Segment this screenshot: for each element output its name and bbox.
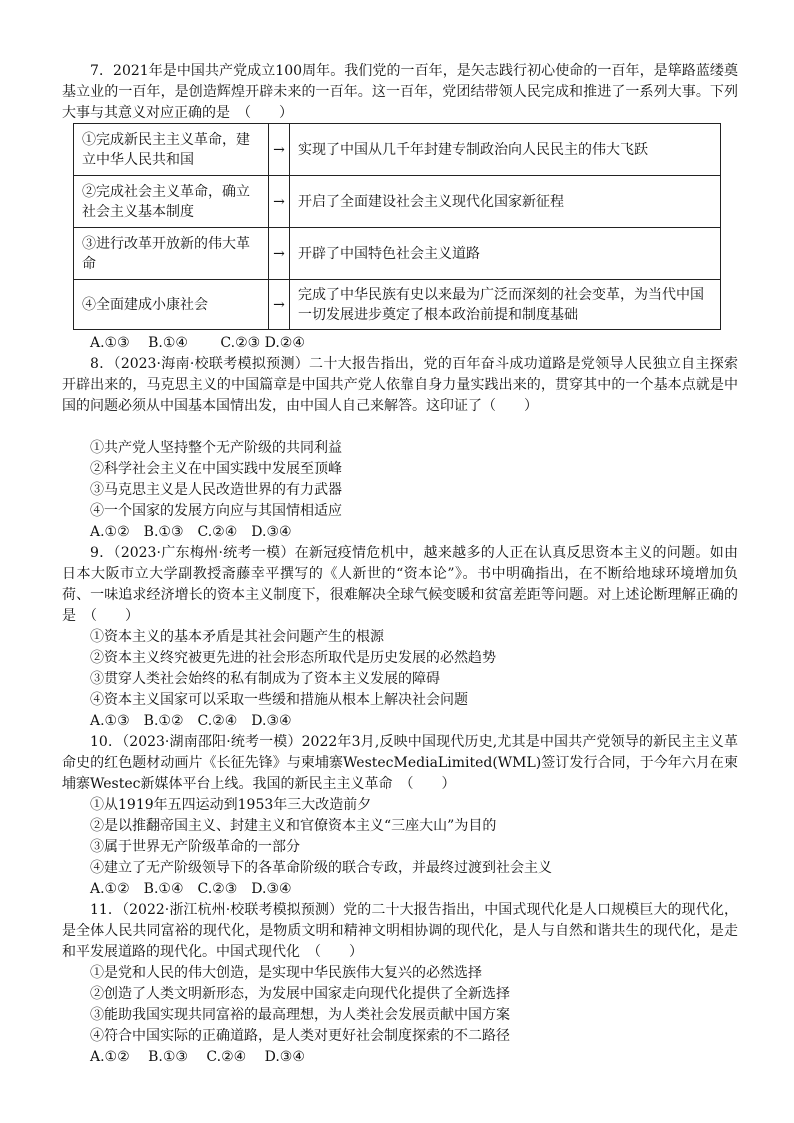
table-row bbox=[74, 280, 721, 330]
question-10-answers: A.①② B.①④ C.②③ D.③④ bbox=[90, 881, 292, 897]
arrow-icon: → bbox=[269, 228, 290, 280]
table-meaning-cell: 完成了中华民族有史以来最为广泛而深刻的社会变革，为当代中国一切发展进步奠定了根本政治前提和制度基础 bbox=[290, 280, 721, 330]
table-row bbox=[74, 228, 721, 280]
arrow-icon: → bbox=[269, 176, 290, 228]
question-11-option-4: ④符合中国实际的正确道路，是人类对更好社会制度探索的不二路径 bbox=[90, 1028, 510, 1044]
question-11-option-3: ③能助我国实现共同富裕的最高理想，为人类社会发展贡献中国方案 bbox=[90, 1007, 510, 1023]
question-10-option-1: ①从1919年五四运动到1953年三大改造前夕 bbox=[90, 797, 372, 813]
table-meaning-cell: 开辟了中国特色社会主义道路 bbox=[290, 228, 721, 280]
question-10-option-3: ③属于世界无产阶级革命的一部分 bbox=[90, 839, 300, 855]
question-9-option-3: ③贯穿人类社会始终的私有制成为了资本主义发展的障碍 bbox=[90, 671, 440, 687]
table-event-cell: ③进行改革开放新的伟大革命 bbox=[74, 228, 269, 280]
question-7-answers: A.①③ B.①④ C.②③ D.②④ bbox=[90, 335, 305, 351]
question-8-answers: A.①② B.①③ C.②④ D.③④ bbox=[90, 524, 292, 540]
arrow-icon: → bbox=[269, 280, 290, 330]
question-9-option-4: ④资本主义国家可以采取一些缓和措施从根本上解决社会问题 bbox=[90, 692, 468, 708]
table-meaning-cell: 开启了全面建设社会主义现代化国家新征程 bbox=[290, 176, 721, 228]
question-11-stem: 11．（2022·浙江杭州·校联考模拟预测）党的二十大报告指出，中国式现代化是人口规模巨大的现代化，是全体人民共同富裕的现代化，是物质文明和精神文明相协调的现代化，是人与自然和谐共生的现代化，是走和平发展道路的现代化。中国式现代化 （ ） bbox=[62, 902, 738, 960]
arrow-icon: → bbox=[269, 124, 290, 176]
question-9-option-2: ②资本主义终究被更先进的社会形态所取代是历史发展的必然趋势 bbox=[90, 650, 496, 666]
question-10-option-4: ④建立了无产阶级领导下的各革命阶级的联合专政，并最终过渡到社会主义 bbox=[90, 860, 552, 876]
table-event-cell: ①完成新民主主义革命，建立中华人民共和国 bbox=[74, 124, 269, 176]
table-meaning-cell: 实现了中国从几千年封建专制政治向人民民主的伟大飞跃 bbox=[290, 124, 721, 176]
question-10-option-2: ②是以推翻帝国主义、封建主义和官僚资本主义“三座大山”为目的 bbox=[90, 818, 497, 834]
question-7-stem: 7．2021年是中国共产党成立100周年。我们党的一百年，是矢志践行初心使命的一百年，是筚路蓝缕奠基立业的一百年，是创造辉煌开辟未来的一百年。这一百年，党团结带领人民完成和推进了一系列大事。下列大事与其意义对应正确的是 （ ） bbox=[62, 63, 738, 121]
question-9-stem: 9．（2023·广东梅州·统考一模）在新冠疫情危机中，越来越多的人正在认真反思资本主义的问题。如由日本大阪市立大学副教授斋藤幸平撰写的《人新世的“资本论”》。书中明确指出，在不断给地球环境增加负荷、一味追求经济增长的资本主义制度下，很难解决全球气候变暖和贫富差距等问题。对上述论断理解正确的是 （ ） bbox=[62, 545, 738, 624]
question-8-option-2: ②科学社会主义在中国实践中发展至顶峰 bbox=[90, 461, 342, 477]
question-9-answers: A.①③ B.①② C.②④ D.③④ bbox=[90, 713, 292, 729]
question-11-option-1: ①是党和人民的伟大创造，是实现中华民族伟大复兴的必然选择 bbox=[90, 965, 482, 981]
question-7-table bbox=[73, 123, 721, 330]
table-event-cell: ④全面建成小康社会 bbox=[74, 280, 269, 330]
question-8-stem: 8．（2023·海南·校联考模拟预测）二十大报告指出，党的百年奋斗成功道路是党领导人民独立自主探索开辟出来的，马克思主义的中国篇章是中国共产党人依靠自身力量实践出来的，贯穿其中的一个基本点就是中国的问题必须从中国基本国情出发，由中国人自己来解答。这印证了（ ） bbox=[62, 356, 738, 414]
question-10-stem: 10．（2023·湖南邵阳·统考一模）2022年3月,反映中国现代历史,尤其是中国共产党领导的新民主主义革命史的红色题材动画片《长征先锋》与柬埔寨WestecMediaLimited(WML)签订发行合同，于今年六月在柬埔寨Westec新媒体平台上线。我国的新民主主义革命 （ ） bbox=[62, 734, 738, 792]
question-8-option-1: ①共产党人坚持整个无产阶级的共同利益 bbox=[90, 440, 342, 456]
question-11-answers: A.①② B.①③ C.②④ D.③④ bbox=[90, 1049, 305, 1065]
table-event-cell: ②完成社会主义革命，确立社会主义基本制度 bbox=[74, 176, 269, 228]
question-8-option-3: ③马克思主义是人民改造世界的有力武器 bbox=[90, 482, 342, 498]
question-9-option-1: ①资本主义的基本矛盾是其社会问题产生的根源 bbox=[90, 629, 384, 645]
question-8-option-4: ④一个国家的发展方向应与其国情相适应 bbox=[90, 503, 342, 519]
table-row bbox=[74, 176, 721, 228]
question-11-option-2: ②创造了人类文明新形态，为发展中国家走向现代化提供了全新选择 bbox=[90, 986, 510, 1002]
table-row bbox=[74, 124, 721, 176]
